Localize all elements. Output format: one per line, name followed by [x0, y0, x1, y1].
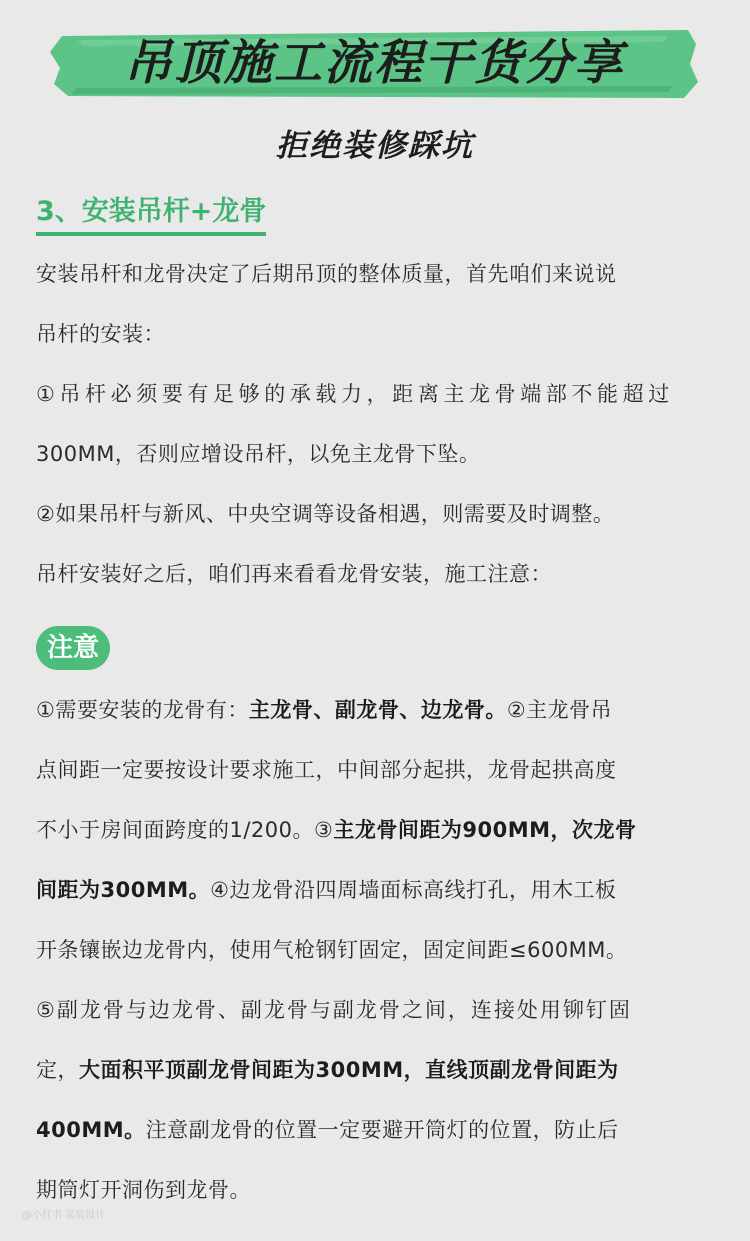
- note-line: [36, 695, 716, 725]
- note-text: 定，: [36, 1058, 79, 1082]
- section-underline: [36, 232, 266, 236]
- note-bold-text: 400MM。: [36, 1118, 146, 1142]
- note-bold-text: 主龙骨间距为900MM，次龙骨: [333, 818, 637, 842]
- paragraph-line: 吊杆的安装：: [36, 322, 165, 346]
- note-bold-text: 主龙骨、副龙骨、边龙骨。: [248, 698, 507, 722]
- title-banner: [48, 24, 700, 102]
- note-line: [36, 1115, 716, 1145]
- note-line: 点间距一定要按设计要求施工，中间部分起拱，龙骨起拱高度: [36, 758, 617, 782]
- note-line: 开条镶嵌边龙骨内，使用气枪钢钉固定，固定间距≤600MM。: [36, 938, 628, 962]
- page-subtitle: 拒绝装修踩坑: [276, 128, 474, 164]
- section-heading: [36, 194, 266, 236]
- note-text: 注意副龙骨的位置一定要避开筒灯的位置，防止后: [145, 1118, 619, 1142]
- note-line: ⑤副龙骨与边龙骨、副龙骨与副龙骨之间，连接处用铆钉固: [36, 998, 632, 1022]
- note-text: ④边龙骨沿四周墙面标高线打孔，用木工板: [210, 878, 617, 902]
- note-badge: 注意: [36, 626, 110, 670]
- paragraph-line: ②如果吊杆与新风、中央空调等设备相遇，则需要及时调整。: [36, 502, 615, 526]
- note-line: [36, 875, 716, 905]
- paragraph-line: 安装吊杆和龙骨决定了后期吊顶的整体质量，首先咱们来说说: [36, 262, 617, 286]
- note-bold-text: 间距为300MM。: [36, 878, 211, 902]
- note-text: ②主龙骨吊: [506, 698, 613, 722]
- paragraph-line: ①吊杆必须要有足够的承载力，距离主龙骨端部不能超过: [36, 382, 674, 406]
- section-heading-text: 3、安装吊杆+龙骨: [36, 196, 267, 227]
- note-line: [36, 1055, 716, 1085]
- note-line: [36, 815, 716, 845]
- watermark: @小红书 家装设计: [22, 1210, 106, 1221]
- note-text: ①需要安装的龙骨有：: [36, 698, 249, 722]
- page-title: 吊顶施工流程干货分享: [123, 35, 624, 91]
- note-text: 不小于房间面跨度的1/200。③: [36, 818, 334, 842]
- paragraph-line: 300MM，否则应增设吊杆，以免主龙骨下坠。: [36, 442, 481, 466]
- note-line: 期筒灯开洞伤到龙骨。: [36, 1178, 251, 1202]
- note-bold-text: 大面积平顶副龙骨间距为300MM，直线顶副龙骨间距为: [79, 1058, 619, 1082]
- paragraph-line: 吊杆安装好之后，咱们再来看看龙骨安装，施工注意：: [36, 562, 552, 586]
